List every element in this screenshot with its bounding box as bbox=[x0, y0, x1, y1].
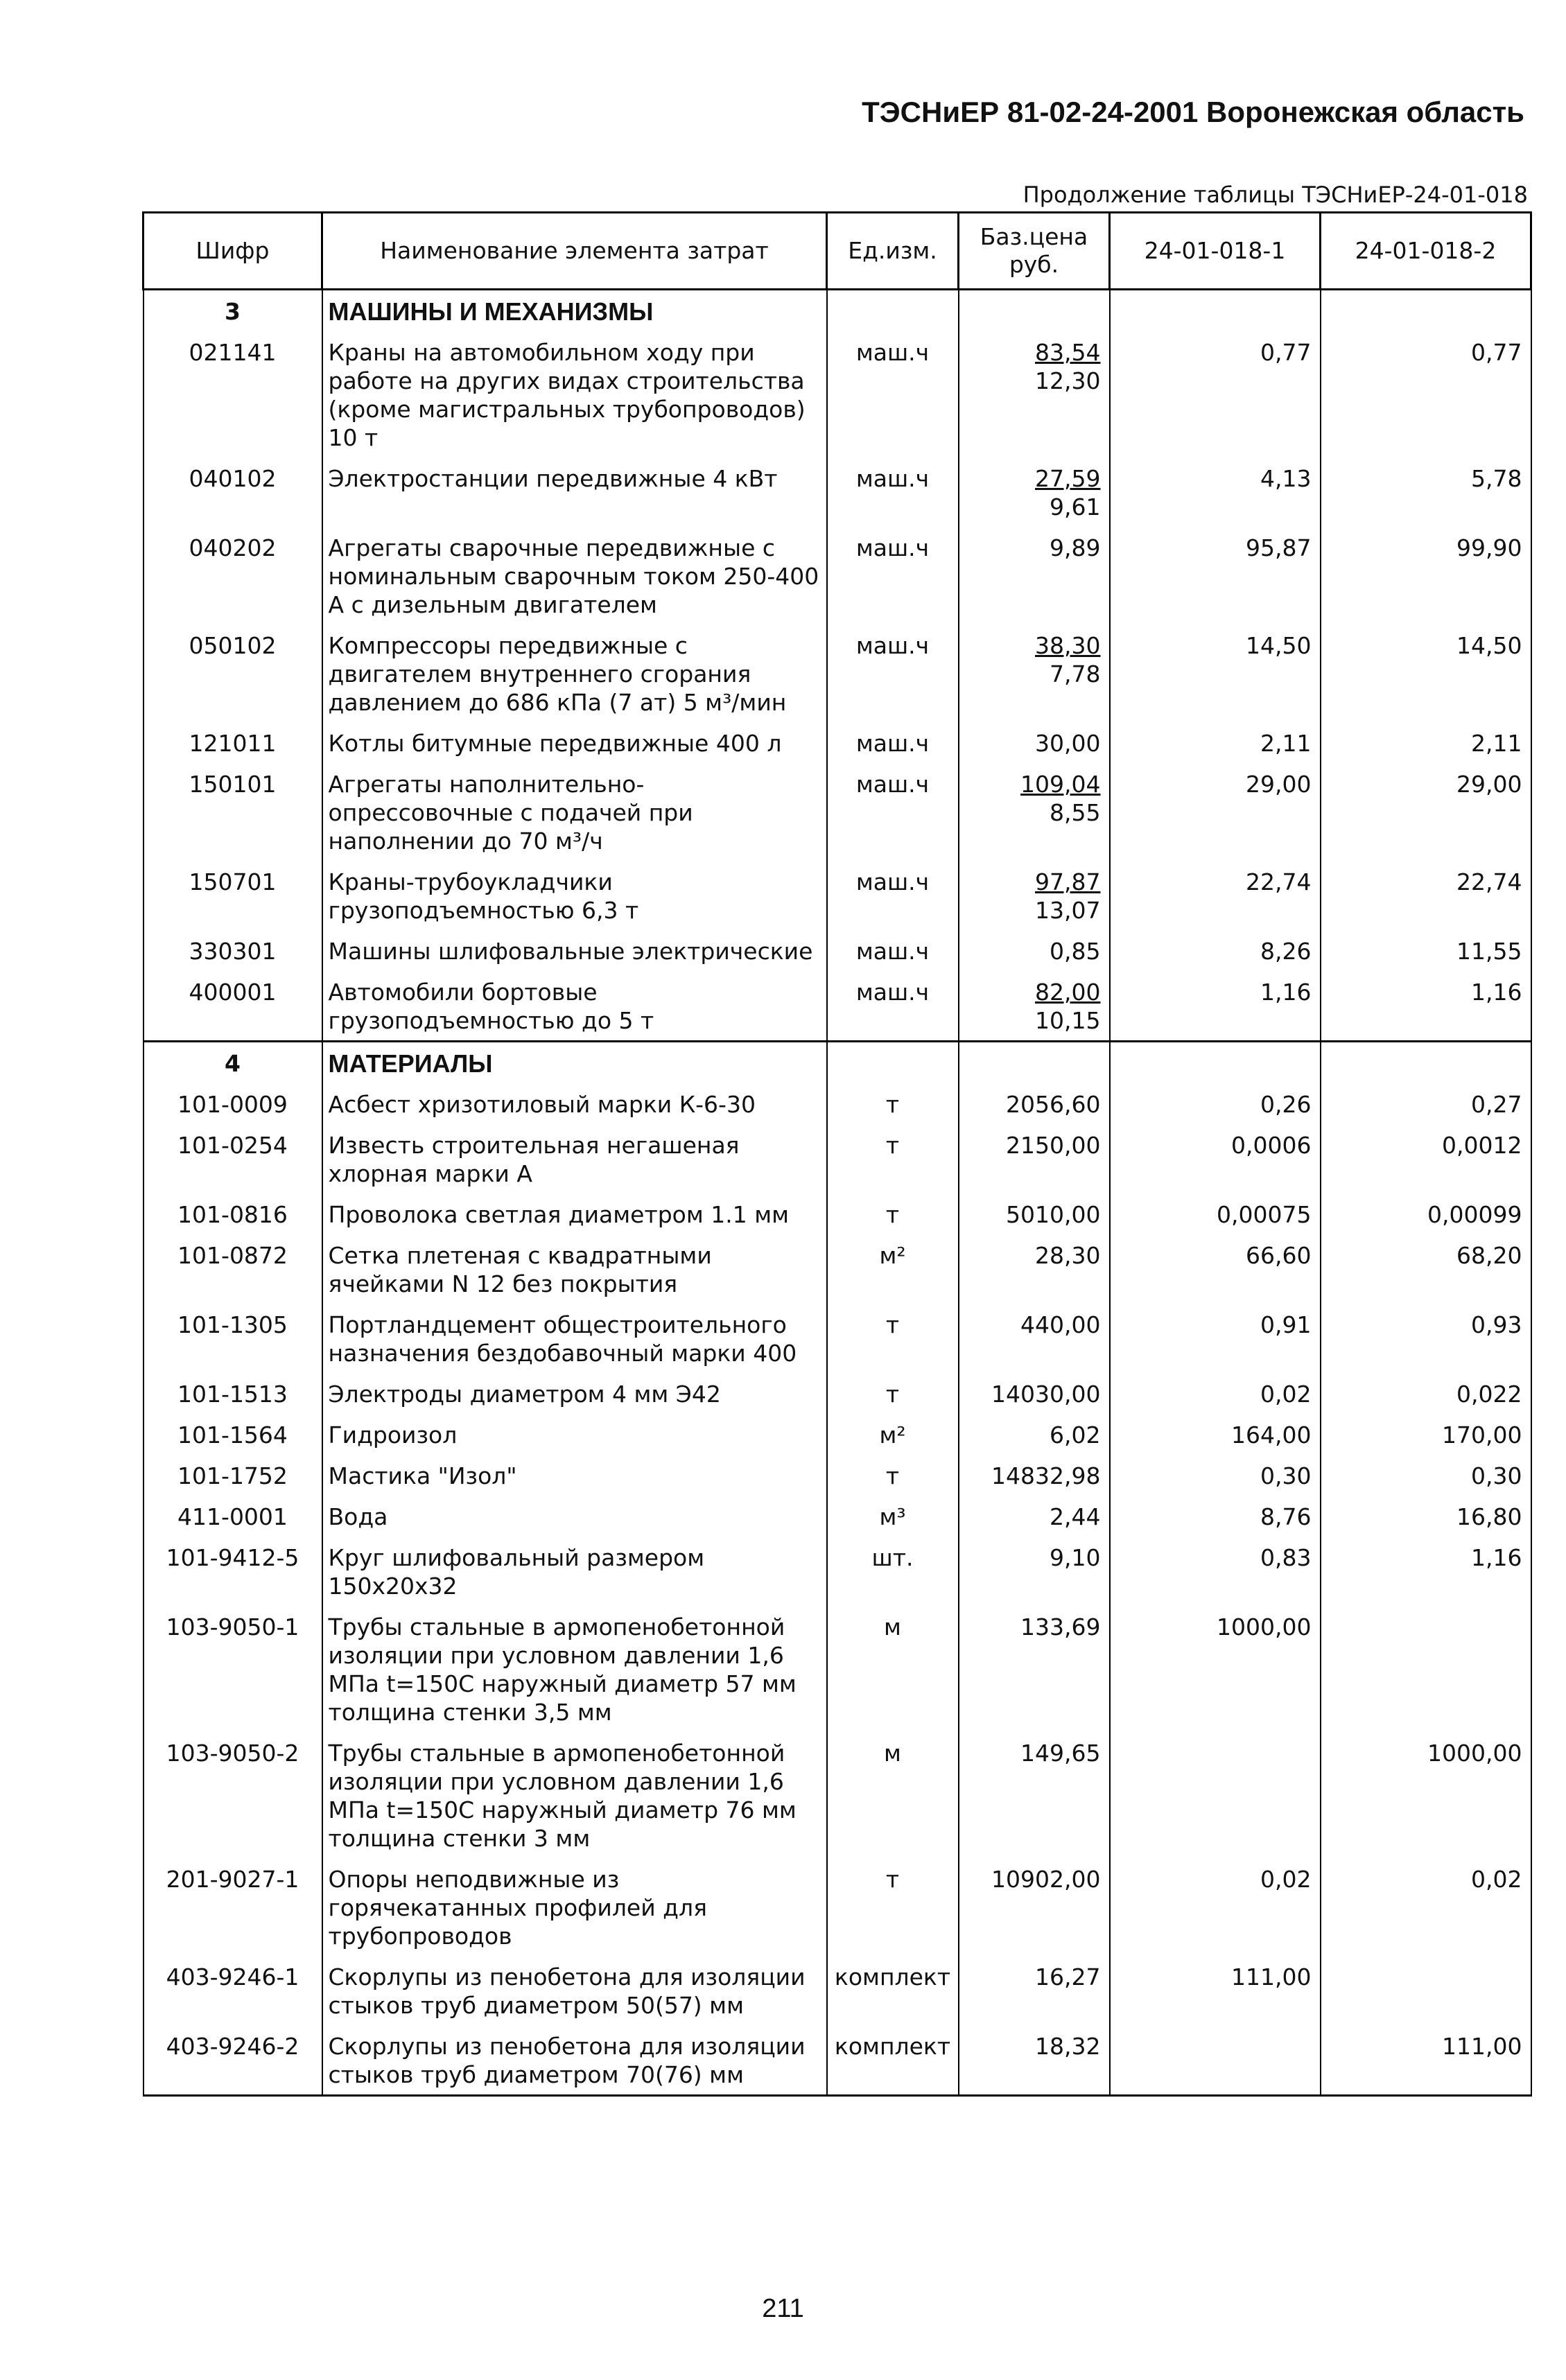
resource-code: 101-0872 bbox=[143, 1234, 322, 1304]
base-price bbox=[959, 1234, 1110, 1304]
base-price-total: 109,04 bbox=[1020, 771, 1101, 798]
norm-value-variant-1: 0,02 bbox=[1110, 1373, 1321, 1414]
norm-value-variant-1: 4,13 bbox=[1110, 457, 1321, 527]
empty-cell bbox=[827, 290, 959, 332]
table-row bbox=[143, 1537, 1531, 1606]
norm-value-variant-1: 66,60 bbox=[1110, 1234, 1321, 1304]
norm-value-variant-1: 1000,00 bbox=[1110, 1606, 1321, 1732]
section-number: 4 bbox=[143, 1042, 322, 1084]
unit-of-measure: м² bbox=[827, 1414, 959, 1455]
base-price-total: 9,10 bbox=[1050, 1544, 1101, 1571]
resource-code: 021141 bbox=[143, 331, 322, 457]
page-number: 211 bbox=[762, 2294, 804, 2323]
table-row bbox=[143, 457, 1531, 527]
norm-value-variant-2: 0,27 bbox=[1321, 1083, 1531, 1124]
resource-name: Трубы стальные в армопенобетонной изоляции при условном давлении 1,6 МПа t=150С наружный диаметр 76 мм толщина стенки 3 мм bbox=[322, 1732, 827, 1858]
base-price bbox=[959, 1414, 1110, 1455]
norm-value-variant-1: 0,00075 bbox=[1110, 1193, 1321, 1234]
resource-name: Агрегаты наполнительно-опрессовочные с подачей при наполнении до 70 м³/ч bbox=[322, 763, 827, 861]
column-header-unit: Ед.изм. bbox=[827, 213, 959, 290]
base-price bbox=[959, 1455, 1110, 1496]
resource-name: Скорлупы из пенобетона для изоляции стыков труб диаметром 50(57) мм bbox=[322, 1956, 827, 2025]
norm-value-variant-2: 11,55 bbox=[1321, 930, 1531, 971]
norm-value-variant-1: 0,91 bbox=[1110, 1304, 1321, 1373]
table-row bbox=[143, 1193, 1531, 1234]
unit-of-measure: маш.ч bbox=[827, 527, 959, 624]
resource-code: 400001 bbox=[143, 971, 322, 1042]
norm-value-variant-2: 111,00 bbox=[1321, 2025, 1531, 2096]
norm-value-variant-2: 99,90 bbox=[1321, 527, 1531, 624]
base-price-total: 28,30 bbox=[1035, 1242, 1101, 1269]
resource-name: Круг шлифовальный размером 150x20x32 bbox=[322, 1537, 827, 1606]
resource-code: 201-9027-1 bbox=[143, 1858, 322, 1956]
table-row bbox=[143, 722, 1531, 763]
norm-value-variant-2: 0,00099 bbox=[1321, 1193, 1531, 1234]
base-price bbox=[959, 527, 1110, 624]
base-price-total: 83,54 bbox=[1035, 339, 1101, 366]
base-price-total: 133,69 bbox=[1020, 1613, 1101, 1640]
resource-name: Портландцемент общестроительного назначения бездобавочный марки 400 bbox=[322, 1304, 827, 1373]
resource-code: 411-0001 bbox=[143, 1496, 322, 1537]
table-row bbox=[143, 1414, 1531, 1455]
base-price-total: 10902,00 bbox=[991, 1866, 1101, 1893]
unit-of-measure: маш.ч bbox=[827, 624, 959, 722]
resource-code: 040102 bbox=[143, 457, 322, 527]
base-price bbox=[959, 1732, 1110, 1858]
norm-value-variant-2: 0,022 bbox=[1321, 1373, 1531, 1414]
resource-name: Известь строительная негашеная хлорная марки А bbox=[322, 1124, 827, 1193]
base-price-total: 5010,00 bbox=[1006, 1201, 1101, 1228]
norm-value-variant-2: 1,16 bbox=[1321, 1537, 1531, 1606]
resource-code: 101-0009 bbox=[143, 1083, 322, 1124]
resource-code: 150701 bbox=[143, 861, 322, 930]
base-price bbox=[959, 763, 1110, 861]
column-header-code: Шифр bbox=[143, 213, 322, 290]
norm-value-variant-1: 2,11 bbox=[1110, 722, 1321, 763]
base-price-total: 2150,00 bbox=[1006, 1132, 1101, 1159]
resource-code: 103-9050-1 bbox=[143, 1606, 322, 1732]
base-price bbox=[959, 1537, 1110, 1606]
base-price-total: 97,87 bbox=[1035, 868, 1101, 895]
empty-cell bbox=[1321, 1042, 1531, 1084]
base-price bbox=[959, 861, 1110, 930]
empty-cell bbox=[827, 1042, 959, 1084]
unit-of-measure: м bbox=[827, 1732, 959, 1858]
unit-of-measure: т bbox=[827, 1083, 959, 1124]
unit-of-measure: т bbox=[827, 1124, 959, 1193]
norm-value-variant-2: 0,30 bbox=[1321, 1455, 1531, 1496]
norm-value-variant-2 bbox=[1321, 1606, 1531, 1732]
table-row bbox=[143, 861, 1531, 930]
base-price bbox=[959, 1193, 1110, 1234]
unit-of-measure: м² bbox=[827, 1234, 959, 1304]
resource-name: Автомобили бортовые грузоподъемностью до 5 т bbox=[322, 971, 827, 1042]
resource-code: 101-0254 bbox=[143, 1124, 322, 1193]
base-price-wage-part: 7,78 bbox=[1050, 660, 1101, 688]
resource-name: Гидроизол bbox=[322, 1414, 827, 1455]
resource-name: Проволока светлая диаметром 1.1 мм bbox=[322, 1193, 827, 1234]
resource-name: Компрессоры передвижные с двигателем внутреннего сгорания давлением до 686 кПа (7 ат) 5 м³/мин bbox=[322, 624, 827, 722]
norm-value-variant-1: 111,00 bbox=[1110, 1956, 1321, 2025]
section-header-row bbox=[143, 290, 1531, 332]
base-price-wage-part: 9,61 bbox=[1050, 493, 1101, 520]
resource-name: Трубы стальные в армопенобетонной изоляции при условном давлении 1,6 МПа t=150С наружный диаметр 57 мм толщина стенки 3,5 мм bbox=[322, 1606, 827, 1732]
norm-value-variant-2 bbox=[1321, 1956, 1531, 2025]
table-row bbox=[143, 1732, 1531, 1858]
unit-of-measure: т bbox=[827, 1193, 959, 1234]
base-price bbox=[959, 331, 1110, 457]
norm-value-variant-2: 14,50 bbox=[1321, 624, 1531, 722]
base-price-total: 14832,98 bbox=[991, 1462, 1101, 1489]
norm-value-variant-1: 1,16 bbox=[1110, 971, 1321, 1042]
norm-value-variant-1: 0,83 bbox=[1110, 1537, 1321, 1606]
norm-value-variant-2: 16,80 bbox=[1321, 1496, 1531, 1537]
base-price-total: 82,00 bbox=[1035, 979, 1101, 1006]
column-header-variant-2: 24-01-018-2 bbox=[1321, 213, 1531, 290]
table-row bbox=[143, 1373, 1531, 1414]
resource-code: 101-1513 bbox=[143, 1373, 322, 1414]
section-title: МАШИНЫ И МЕХАНИЗМЫ bbox=[322, 290, 827, 332]
empty-cell bbox=[1110, 1042, 1321, 1084]
resource-name: Вода bbox=[322, 1496, 827, 1537]
norm-value-variant-2: 22,74 bbox=[1321, 861, 1531, 930]
unit-of-measure: маш.ч bbox=[827, 722, 959, 763]
base-price bbox=[959, 930, 1110, 971]
resource-name: Скорлупы из пенобетона для изоляции стыков труб диаметром 70(76) мм bbox=[322, 2025, 827, 2096]
norm-value-variant-2: 0,0012 bbox=[1321, 1124, 1531, 1193]
norm-value-variant-2: 1,16 bbox=[1321, 971, 1531, 1042]
section-number: 3 bbox=[143, 290, 322, 332]
norm-value-variant-1: 14,50 bbox=[1110, 624, 1321, 722]
base-price-total: 2056,60 bbox=[1006, 1091, 1101, 1118]
empty-cell bbox=[959, 1042, 1110, 1084]
base-price bbox=[959, 1083, 1110, 1124]
base-price-total: 38,30 bbox=[1035, 632, 1101, 659]
resource-name: Краны на автомобильном ходу при работе на других видах строительства (кроме магистральных трубопроводов) 10 т bbox=[322, 331, 827, 457]
table-row bbox=[143, 1234, 1531, 1304]
norm-value-variant-1: 95,87 bbox=[1110, 527, 1321, 624]
unit-of-measure: м bbox=[827, 1606, 959, 1732]
base-price bbox=[959, 971, 1110, 1042]
resource-name: Сетка плетеная с квадратными ячейками N 12 без покрытия bbox=[322, 1234, 827, 1304]
unit-of-measure: комплект bbox=[827, 2025, 959, 2096]
norm-value-variant-1: 0,0006 bbox=[1110, 1124, 1321, 1193]
norm-value-variant-1: 29,00 bbox=[1110, 763, 1321, 861]
base-price-total: 2,44 bbox=[1050, 1503, 1101, 1530]
unit-of-measure: т bbox=[827, 1858, 959, 1956]
resource-name: Машины шлифовальные электрические bbox=[322, 930, 827, 971]
resource-code: 121011 bbox=[143, 722, 322, 763]
base-price-total: 18,32 bbox=[1035, 2033, 1101, 2060]
base-price bbox=[959, 1304, 1110, 1373]
section-title: МАТЕРИАЛЫ bbox=[322, 1042, 827, 1084]
base-price bbox=[959, 457, 1110, 527]
table-row bbox=[143, 1124, 1531, 1193]
unit-of-measure: м³ bbox=[827, 1496, 959, 1537]
unit-of-measure: маш.ч bbox=[827, 331, 959, 457]
norm-value-variant-1: 0,77 bbox=[1110, 331, 1321, 457]
table-row bbox=[143, 624, 1531, 722]
table-row bbox=[143, 331, 1531, 457]
norm-value-variant-2: 0,93 bbox=[1321, 1304, 1531, 1373]
resource-name: Мастика "Изол" bbox=[322, 1455, 827, 1496]
norm-value-variant-1: 0,26 bbox=[1110, 1083, 1321, 1124]
unit-of-measure: маш.ч bbox=[827, 457, 959, 527]
resource-code: 101-1305 bbox=[143, 1304, 322, 1373]
base-price bbox=[959, 1606, 1110, 1732]
resource-code: 101-1752 bbox=[143, 1455, 322, 1496]
norm-value-variant-2: 0,77 bbox=[1321, 331, 1531, 457]
norm-value-variant-2: 170,00 bbox=[1321, 1414, 1531, 1455]
resource-code: 103-9050-2 bbox=[143, 1732, 322, 1858]
column-header-variant-1: 24-01-018-1 bbox=[1110, 213, 1321, 290]
base-price-wage-part: 8,55 bbox=[1050, 799, 1101, 826]
base-price bbox=[959, 2025, 1110, 2096]
table-row bbox=[143, 1304, 1531, 1373]
norm-value-variant-1: 0,30 bbox=[1110, 1455, 1321, 1496]
cost-elements-table bbox=[142, 211, 1532, 2097]
resource-name: Агрегаты сварочные передвижные с номинальным сварочным током 250-400 А с дизельным двигателем bbox=[322, 527, 827, 624]
base-price bbox=[959, 1858, 1110, 1956]
resource-code: 050102 bbox=[143, 624, 322, 722]
table-row bbox=[143, 527, 1531, 624]
norm-value-variant-2: 5,78 bbox=[1321, 457, 1531, 527]
document-header: ТЭСНиЕР 81-02-24-2001 Воронежская область bbox=[862, 96, 1524, 128]
section-header-row bbox=[143, 1042, 1531, 1084]
unit-of-measure: маш.ч bbox=[827, 971, 959, 1042]
norm-value-variant-2: 1000,00 bbox=[1321, 1732, 1531, 1858]
norm-value-variant-1: 0,02 bbox=[1110, 1858, 1321, 1956]
unit-of-measure: маш.ч bbox=[827, 763, 959, 861]
resource-name: Котлы битумные передвижные 400 л bbox=[322, 722, 827, 763]
norm-value-variant-2: 68,20 bbox=[1321, 1234, 1531, 1304]
table-row bbox=[143, 971, 1531, 1042]
table-row bbox=[143, 1606, 1531, 1732]
resource-code: 330301 bbox=[143, 930, 322, 971]
norm-value-variant-2: 0,02 bbox=[1321, 1858, 1531, 1956]
resource-name: Краны-трубоукладчики грузоподъемностью 6,3 т bbox=[322, 861, 827, 930]
table-row bbox=[143, 1956, 1531, 2025]
unit-of-measure: комплект bbox=[827, 1956, 959, 2025]
resource-name: Электроды диаметром 4 мм Э42 bbox=[322, 1373, 827, 1414]
norm-value-variant-1: 22,74 bbox=[1110, 861, 1321, 930]
base-price-wage-part: 12,30 bbox=[1035, 367, 1101, 394]
table-row bbox=[143, 2025, 1531, 2096]
norm-value-variant-1 bbox=[1110, 2025, 1321, 2096]
resource-code: 101-1564 bbox=[143, 1414, 322, 1455]
norm-value-variant-1: 8,26 bbox=[1110, 930, 1321, 971]
column-header-price: Баз.цена руб. bbox=[959, 213, 1110, 290]
table-row bbox=[143, 1455, 1531, 1496]
resource-code: 403-9246-2 bbox=[143, 2025, 322, 2096]
unit-of-measure: маш.ч bbox=[827, 930, 959, 971]
resource-code: 101-9412-5 bbox=[143, 1537, 322, 1606]
table-row bbox=[143, 1496, 1531, 1537]
base-price-total: 6,02 bbox=[1050, 1421, 1101, 1449]
empty-cell bbox=[1321, 290, 1531, 332]
base-price bbox=[959, 722, 1110, 763]
column-header-name: Наименование элемента затрат bbox=[322, 213, 827, 290]
unit-of-measure: маш.ч bbox=[827, 861, 959, 930]
table-header-row bbox=[143, 213, 1531, 290]
unit-of-measure: т bbox=[827, 1373, 959, 1414]
empty-cell bbox=[1110, 290, 1321, 332]
resource-name: Опоры неподвижные из горячекатанных профилей для трубопроводов bbox=[322, 1858, 827, 1956]
base-price-total: 9,89 bbox=[1050, 534, 1101, 561]
base-price bbox=[959, 1956, 1110, 2025]
unit-of-measure: т bbox=[827, 1455, 959, 1496]
base-price-total: 16,27 bbox=[1035, 1963, 1101, 1990]
resource-code: 150101 bbox=[143, 763, 322, 861]
base-price-total: 30,00 bbox=[1035, 730, 1101, 757]
empty-cell bbox=[959, 290, 1110, 332]
unit-of-measure: шт. bbox=[827, 1537, 959, 1606]
base-price-total: 0,85 bbox=[1050, 938, 1101, 965]
base-price bbox=[959, 1496, 1110, 1537]
resource-name: Асбест хризотиловый марки К-6-30 bbox=[322, 1083, 827, 1124]
base-price-total: 440,00 bbox=[1020, 1311, 1101, 1338]
base-price bbox=[959, 624, 1110, 722]
base-price-wage-part: 13,07 bbox=[1035, 897, 1101, 924]
table-row bbox=[143, 763, 1531, 861]
resource-code: 101-0816 bbox=[143, 1193, 322, 1234]
resource-name: Электростанции передвижные 4 кВт bbox=[322, 457, 827, 527]
table-row bbox=[143, 1083, 1531, 1124]
base-price-wage-part: 10,15 bbox=[1035, 1007, 1101, 1034]
norm-value-variant-2: 29,00 bbox=[1321, 763, 1531, 861]
table-row bbox=[143, 930, 1531, 971]
unit-of-measure: т bbox=[827, 1304, 959, 1373]
resource-code: 403-9246-1 bbox=[143, 1956, 322, 2025]
base-price-total: 27,59 bbox=[1035, 465, 1101, 492]
norm-value-variant-1 bbox=[1110, 1732, 1321, 1858]
norm-value-variant-2: 2,11 bbox=[1321, 722, 1531, 763]
base-price bbox=[959, 1373, 1110, 1414]
table-row bbox=[143, 1858, 1531, 1956]
table-continuation-caption: Продолжение таблицы ТЭСНиЕР-24-01-018 bbox=[1023, 182, 1528, 208]
base-price-total: 14030,00 bbox=[991, 1381, 1101, 1408]
base-price-total: 149,65 bbox=[1020, 1740, 1101, 1767]
norm-value-variant-1: 8,76 bbox=[1110, 1496, 1321, 1537]
resource-code: 040202 bbox=[143, 527, 322, 624]
norm-value-variant-1: 164,00 bbox=[1110, 1414, 1321, 1455]
base-price bbox=[959, 1124, 1110, 1193]
